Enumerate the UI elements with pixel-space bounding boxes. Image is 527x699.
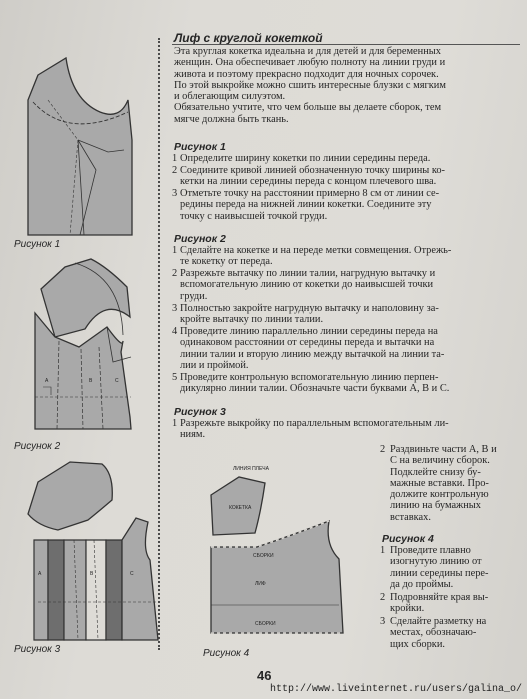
section-1-step-3: 3 Отметьте точку на расстоянии примерно 8 см от линии се- редины переда на нижней линии кокетки. Соедините эту точку с наивысшей точкой груди.: [172, 188, 440, 222]
section-1-heading: Рисунок 1: [174, 141, 226, 153]
section-2-step-1: 1 Сделайте на кокетке и на переде метки совмещения. Отрежь- те кокетку от переда.: [172, 245, 452, 268]
section-3-step-2: 2 Раздвиньте части А, В и С на величину сборок. Подклейте снизу бу- мажные вставки. Про- должите контрольную линию на бумажных вставках.: [380, 444, 497, 523]
section-4-step-2: 2 Подровняйте края вы- кройки.: [380, 592, 489, 615]
section-1-step-1: 1 Определите ширину кокетки по линии середины переда.: [172, 153, 431, 164]
figure-3-pattern: [18, 460, 168, 645]
section-2-heading: Рисунок 2: [174, 233, 226, 245]
intro-line: Обязательно учтите, что чем больше вы делаете сборок, тем: [174, 102, 442, 114]
fig4-bodice-label: ЛИФ: [255, 581, 266, 587]
figure-1-caption: Рисунок 1: [14, 239, 61, 250]
figure-3-caption: Рисунок 3: [14, 644, 61, 655]
page-number: 46: [257, 668, 272, 683]
article-title: Лиф с круглой кокеткой: [174, 31, 323, 45]
fig3-label-a: A: [38, 571, 42, 577]
intro-line: и облегающим силуэтом.: [174, 91, 286, 103]
section-3-heading: Рисунок 3: [174, 406, 226, 418]
section-2-step-2: 2 Разрежьте вытачку по линии талии, нагрудную вытачку и вспомогательную линию от кокетки до наивысшей точки груди.: [172, 268, 436, 302]
fig2-label-c: C: [115, 378, 119, 384]
figure-4-pattern: [203, 455, 353, 645]
intro-line: По этой выкройке можно сшить интересные блузки с мягким: [174, 79, 446, 91]
section-2-step-5: 5 Проведите контрольную вспомогательную линию перпен- дикулярно линии талии. Обозначьте части буквами А, В и С.: [172, 372, 450, 395]
intro-line: женщин. Она обеспечивает любую полноту на линии груди и: [174, 57, 446, 69]
fig4-yoke-label: КОКЕТКА: [229, 505, 252, 511]
fig4-gathers-top-label: СБОРКИ: [253, 553, 274, 559]
section-2-step-4: 4 Проведите линию параллельно линии середины переда на одинаковом расстоянии от середины переда и вытачки на линии талии и вторую линию между вытачкой на линии та- лии и проймой.: [172, 326, 445, 371]
fig2-label-a: A: [45, 378, 49, 384]
section-2-step-3: 3 Полностью закройте нагрудную вытачку и наполовину за- кройте вытачку по линии талии.: [172, 303, 439, 326]
title-rule: [172, 44, 520, 45]
figure-2-pattern: [35, 257, 160, 437]
figure-2-caption: Рисунок 2: [14, 441, 61, 452]
fig3-label-b: B: [90, 571, 94, 577]
intro-line: мягче должна быть ткань.: [174, 113, 289, 125]
section-3-step-1: 1 Разрежьте выкройку по параллельным вспомогательным ли- ниям.: [172, 418, 449, 441]
fig4-gathers-bottom-label: СБОРКИ: [255, 621, 276, 627]
section-4-step-3: 3 Сделайте разметку на местах, обозначаю- щих сборки.: [380, 616, 487, 650]
intro-text: [174, 46, 519, 125]
section-1-step-2: 2 Соедините кривой линией обозначенную точку ширины ко- кетки на линии середины переда с концом плечевого шва.: [172, 165, 446, 188]
intro-line: Эта круглая кокетка идеальна и для детей и для беременных: [174, 46, 441, 57]
figure-4-caption: Рисунок 4: [203, 648, 250, 659]
fig4-shoulder-label: ЛИНИЯ ПЛЕЧА: [233, 466, 269, 472]
footer-url[interactable]: http://www.liveinternet.ru/users/galina_o/: [270, 684, 523, 695]
section-4-heading: Рисунок 4: [382, 533, 434, 545]
fig3-label-c: C: [130, 571, 134, 577]
fig2-label-b: B: [89, 378, 93, 384]
section-4-step-1: 1 Проведите плавно изогнутую линию от линии середины пере- да до проймы.: [380, 545, 489, 590]
intro-line: живота и поэтому прекрасно подходит для ночных сорочек.: [174, 68, 439, 80]
figure-1-pattern: [28, 40, 153, 240]
